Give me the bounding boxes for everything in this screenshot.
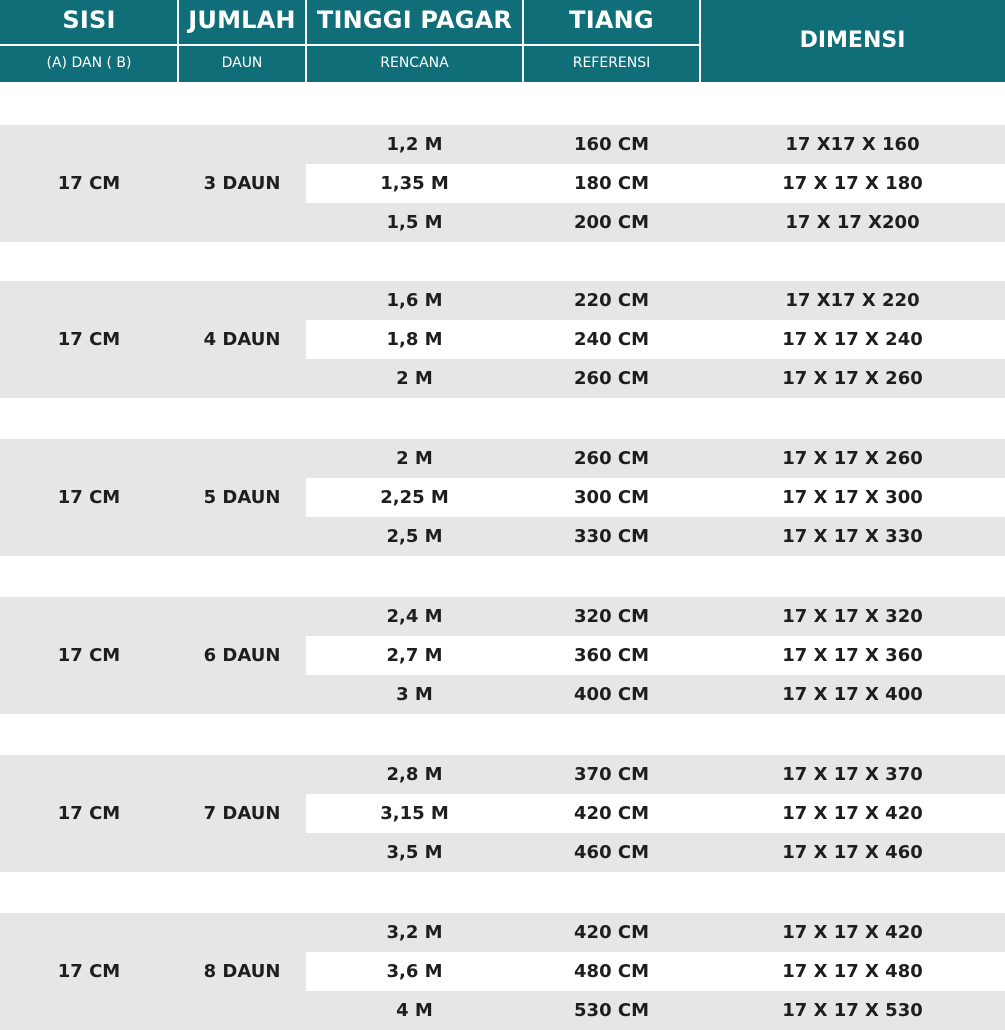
tiang-cell: 330 CM	[574, 526, 649, 547]
sisi-cell: 17 CM	[57, 329, 121, 350]
header-jumlah-title: JUMLAH	[188, 6, 296, 34]
table-group	[0, 439, 1005, 556]
dimensi-cell: 17 X 17 X 360	[782, 645, 923, 666]
tinggi-cell: 1,6 M	[386, 290, 443, 311]
tinggi-cell: 2,8 M	[386, 764, 443, 785]
header-tinggi-pagar-subtitle: RENCANA	[380, 55, 449, 71]
table-group	[0, 913, 1005, 1030]
tinggi-cell: 2,5 M	[386, 526, 443, 547]
dimensi-cell: 17 X 17 X 260	[782, 448, 923, 469]
tinggi-cell: 3,2 M	[386, 922, 443, 943]
tinggi-cell: 1,5 M	[386, 212, 443, 233]
tiang-cell: 360 CM	[574, 645, 649, 666]
dimensi-cell: 17 X 17 X 320	[782, 606, 923, 627]
tiang-cell: 530 CM	[574, 1000, 649, 1021]
daun-cell: 8 DAUN	[203, 961, 281, 982]
tinggi-cell: 2 M	[396, 368, 433, 389]
header-dimensi-title: DIMENSI	[799, 28, 906, 53]
sisi-cell: 17 CM	[57, 961, 121, 982]
tiang-cell: 320 CM	[574, 606, 649, 627]
table-group	[0, 597, 1005, 714]
header-divider-vertical	[177, 0, 179, 82]
table-group	[0, 755, 1005, 872]
tiang-cell: 160 CM	[574, 134, 649, 155]
tiang-cell: 260 CM	[574, 448, 649, 469]
header-divider-vertical	[522, 0, 524, 82]
dimensi-cell: 17 X 17 X 330	[782, 526, 923, 547]
header-tiang	[523, 0, 700, 82]
sisi-cell: 17 CM	[57, 173, 121, 194]
header-sisi	[0, 0, 178, 82]
tinggi-cell: 3 M	[396, 684, 433, 705]
tiang-cell: 220 CM	[574, 290, 649, 311]
sisi-cell: 17 CM	[57, 645, 121, 666]
header-divider-vertical	[699, 0, 701, 82]
header-sisi-subtitle: (A) DAN ( B)	[46, 55, 132, 71]
tiang-cell: 480 CM	[574, 961, 649, 982]
tiang-cell: 460 CM	[574, 842, 649, 863]
tinggi-cell: 1,35 M	[380, 173, 449, 194]
dimensi-cell: 17 X 17 X 370	[782, 764, 923, 785]
daun-cell: 4 DAUN	[203, 329, 281, 350]
dimensi-cell: 17 X 17 X 420	[782, 922, 923, 943]
daun-cell: 3 DAUN	[203, 173, 281, 194]
dimensi-cell: 17 X 17 X 260	[782, 368, 923, 389]
tiang-cell: 370 CM	[574, 764, 649, 785]
header-jumlah	[178, 0, 306, 82]
header-tinggi-pagar	[306, 0, 523, 82]
dimensi-cell: 17 X17 X 220	[785, 290, 920, 311]
tinggi-cell: 1,8 M	[386, 329, 443, 350]
tiang-cell: 260 CM	[574, 368, 649, 389]
daun-cell: 5 DAUN	[203, 487, 281, 508]
tinggi-cell: 3,5 M	[386, 842, 443, 863]
sisi-cell: 17 CM	[57, 803, 121, 824]
tinggi-cell: 2,25 M	[380, 487, 449, 508]
dimensi-cell: 17 X 17 X 240	[782, 329, 923, 350]
table-group	[0, 281, 1005, 398]
table-group	[0, 125, 1005, 242]
tinggi-cell: 3,6 M	[386, 961, 443, 982]
tinggi-cell: 1,2 M	[386, 134, 443, 155]
tiang-cell: 180 CM	[574, 173, 649, 194]
tiang-cell: 300 CM	[574, 487, 649, 508]
tinggi-cell: 2,4 M	[386, 606, 443, 627]
header-tiang-title: TIANG	[569, 6, 654, 34]
daun-cell: 6 DAUN	[203, 645, 281, 666]
tiang-cell: 200 CM	[574, 212, 649, 233]
dimensi-cell: 17 X17 X 160	[785, 134, 920, 155]
header-tiang-subtitle: REFERENSI	[572, 55, 651, 71]
table-header	[0, 0, 1005, 82]
tiang-cell: 400 CM	[574, 684, 649, 705]
tinggi-cell: 2,7 M	[386, 645, 443, 666]
dimensi-cell: 17 X 17 X200	[785, 212, 920, 233]
tiang-cell: 240 CM	[574, 329, 649, 350]
dimensi-cell: 17 X 17 X 530	[782, 1000, 923, 1021]
header-jumlah-subtitle: DAUN	[221, 55, 263, 71]
header-dimensi	[700, 0, 1005, 82]
dimensi-cell: 17 X 17 X 180	[782, 173, 923, 194]
sisi-cell: 17 CM	[57, 487, 121, 508]
header-divider-vertical	[305, 0, 307, 82]
dimensi-cell: 17 X 17 X 420	[782, 803, 923, 824]
tinggi-cell: 2 M	[396, 448, 433, 469]
tiang-cell: 420 CM	[574, 803, 649, 824]
dimensi-cell: 17 X 17 X 400	[782, 684, 923, 705]
header-sisi-title: SISI	[62, 6, 116, 34]
dimensi-cell: 17 X 17 X 300	[782, 487, 923, 508]
tinggi-cell: 4 M	[396, 1000, 433, 1021]
header-divider-horizontal	[0, 44, 700, 46]
header-tinggi-pagar-title: TINGGI PAGAR	[316, 6, 513, 34]
dimensi-cell: 17 X 17 X 460	[782, 842, 923, 863]
dimensi-cell: 17 X 17 X 480	[782, 961, 923, 982]
tiang-cell: 420 CM	[574, 922, 649, 943]
tinggi-cell: 3,15 M	[380, 803, 449, 824]
daun-cell: 7 DAUN	[203, 803, 281, 824]
